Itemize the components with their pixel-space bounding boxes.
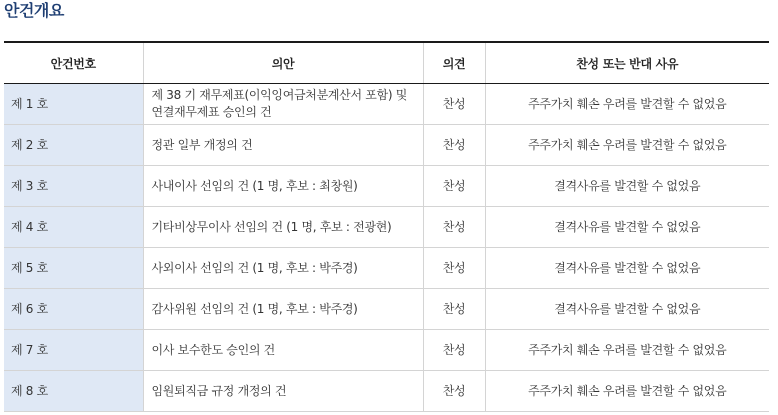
reason: 주주가치 훼손 우려를 발견할 수 없었음	[485, 125, 769, 166]
agenda-table	[4, 41, 769, 412]
agenda-title: 기타비상무이사 선임의 건 (1 명, 후보 : 전광현)	[143, 207, 423, 248]
opinion: 찬성	[423, 84, 485, 125]
table-row	[4, 289, 769, 330]
agenda-title: 정관 일부 개정의 건	[143, 125, 423, 166]
agenda-no: 제 4 호	[4, 207, 143, 248]
reason: 주주가치 훼손 우려를 발견할 수 없었음	[485, 330, 769, 371]
table-row	[4, 125, 769, 166]
agenda-title: 사외이사 선임의 건 (1 명, 후보 : 박주경)	[143, 248, 423, 289]
reason: 결격사유를 발견할 수 없었음	[485, 166, 769, 207]
table-row	[4, 248, 769, 289]
reason: 주주가치 훼손 우려를 발견할 수 없었음	[485, 84, 769, 125]
table-row	[4, 371, 769, 412]
agenda-title: 사내이사 선임의 건 (1 명, 후보 : 최창원)	[143, 166, 423, 207]
agenda-title: 제 38 기 재무제표(이익잉여금처분계산서 포함) 및 연결재무제표 승인의 건	[143, 84, 423, 125]
agenda-title: 감사위원 선임의 건 (1 명, 후보 : 박주경)	[143, 289, 423, 330]
reason: 결격사유를 발견할 수 없었음	[485, 289, 769, 330]
section-title: 안건개요	[4, 1, 64, 20]
agenda-title: 이사 보수한도 승인의 건	[143, 330, 423, 371]
table-row	[4, 330, 769, 371]
opinion: 찬성	[423, 289, 485, 330]
agenda-no: 제 8 호	[4, 371, 143, 412]
agenda-no: 제 2 호	[4, 125, 143, 166]
opinion: 찬성	[423, 248, 485, 289]
header-agenda-no: 안건번호	[4, 42, 143, 84]
reason: 결격사유를 발견할 수 없었음	[485, 248, 769, 289]
agenda-title: 임원퇴직금 규정 개정의 건	[143, 371, 423, 412]
agenda-no: 제 5 호	[4, 248, 143, 289]
agenda-no: 제 6 호	[4, 289, 143, 330]
agenda-no: 제 3 호	[4, 166, 143, 207]
header-opinion: 의견	[423, 42, 485, 84]
opinion: 찬성	[423, 207, 485, 248]
opinion: 찬성	[423, 125, 485, 166]
table-header-row	[4, 42, 769, 84]
table-row	[4, 84, 769, 125]
opinion: 찬성	[423, 166, 485, 207]
table-row	[4, 207, 769, 248]
agenda-no: 제 1 호	[4, 84, 143, 125]
header-reason: 찬성 또는 반대 사유	[485, 42, 769, 84]
reason: 주주가치 훼손 우려를 발견할 수 없었음	[485, 371, 769, 412]
table-row	[4, 166, 769, 207]
opinion: 찬성	[423, 371, 485, 412]
agenda-no: 제 7 호	[4, 330, 143, 371]
header-agenda: 의안	[143, 42, 423, 84]
opinion: 찬성	[423, 330, 485, 371]
reason: 결격사유를 발견할 수 없었음	[485, 207, 769, 248]
